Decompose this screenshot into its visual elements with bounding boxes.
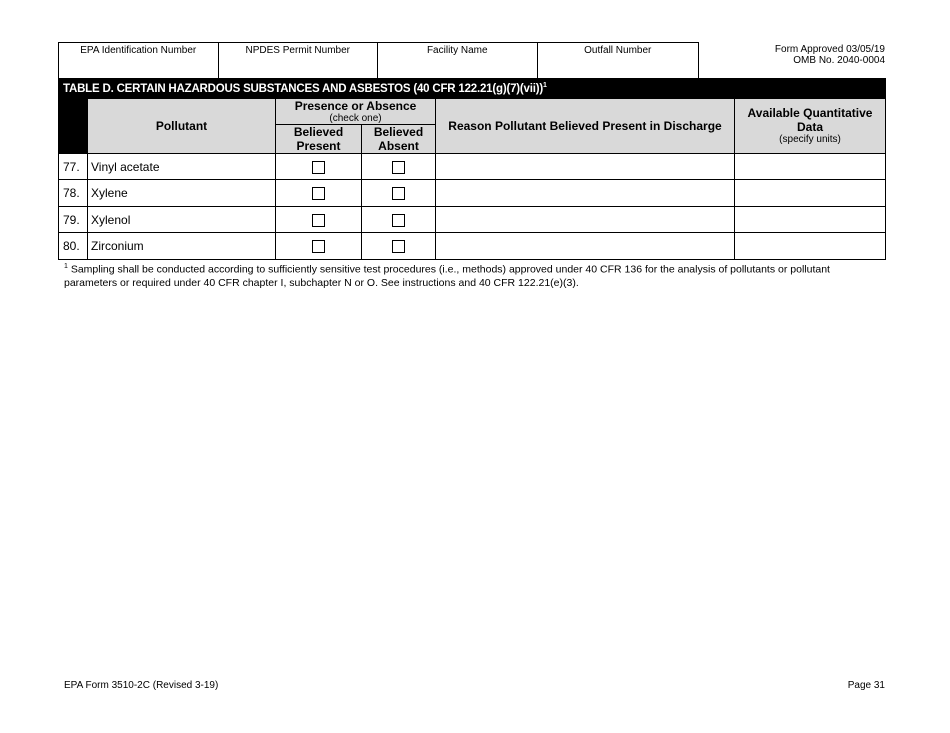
pollutant-column-header: Pollutant xyxy=(88,98,276,153)
reason-column-header: Reason Pollutant Believed Present in Discharge xyxy=(436,98,735,153)
row-number: 80. xyxy=(59,233,88,260)
npdes-permit-label: NPDES Permit Number xyxy=(245,45,350,56)
facility-name-field[interactable] xyxy=(378,43,538,78)
column-header-row xyxy=(59,98,886,124)
form-approved-date: Form Approved 03/05/19 xyxy=(774,44,885,55)
believed-present-checkbox[interactable] xyxy=(312,240,325,253)
table-row xyxy=(59,206,886,233)
form-name: EPA Form 3510-2C (Revised 3-19) xyxy=(64,680,219,691)
footnote-mark: 1 xyxy=(64,263,68,270)
believed-present-cell xyxy=(276,206,362,233)
epa-id-label: EPA Identification Number xyxy=(80,45,197,56)
quantitative-data-input[interactable] xyxy=(735,180,886,207)
facility-name-label: Facility Name xyxy=(426,45,488,56)
reason-input[interactable] xyxy=(436,153,735,180)
npdes-permit-field[interactable] xyxy=(219,43,379,78)
page-number: Page 31 xyxy=(847,680,885,691)
form-approval-info xyxy=(775,44,885,66)
presence-subheader: (check one) xyxy=(329,112,382,124)
table-row xyxy=(59,180,886,207)
believed-absent-checkbox[interactable] xyxy=(392,187,405,200)
row-number: 79. xyxy=(59,206,88,233)
quantitative-data-column-header: Available Quantitative Data (specify units) xyxy=(735,98,886,153)
believed-present-checkbox[interactable] xyxy=(312,214,325,227)
table-title: TABLE D. CERTAIN HAZARDOUS SUBSTANCES AND ASBESTOS (40 CFR 122.21(g)(7)(vii))$^1$ xyxy=(59,79,886,99)
table-row xyxy=(59,233,886,260)
reason-input[interactable] xyxy=(436,233,735,260)
pollutant-name: Xylenol xyxy=(88,206,276,233)
believed-absent-cell xyxy=(362,180,436,207)
quantitative-data-input[interactable] xyxy=(735,153,886,180)
table-row xyxy=(59,153,886,180)
quantitative-data-input[interactable] xyxy=(735,233,886,260)
hazardous-substances-table xyxy=(58,78,886,260)
pollutant-name: Vinyl acetate xyxy=(88,153,276,180)
believed-present-checkbox[interactable] xyxy=(312,161,325,174)
believed-absent-cell xyxy=(362,153,436,180)
omb-number: OMB No. 2040-0004 xyxy=(793,55,885,66)
table-title-row xyxy=(59,79,886,99)
believed-absent-checkbox[interactable] xyxy=(392,240,405,253)
row-number: 77. xyxy=(59,153,88,180)
identification-header xyxy=(58,42,699,78)
outfall-number-field[interactable] xyxy=(538,43,699,78)
believed-absent-cell xyxy=(362,233,436,260)
epa-id-field[interactable] xyxy=(59,43,219,78)
believed-absent-checkbox[interactable] xyxy=(392,161,405,174)
pollutant-name: Zirconium xyxy=(88,233,276,260)
believed-present-cell xyxy=(276,153,362,180)
believed-absent-cell xyxy=(362,206,436,233)
believed-absent-checkbox[interactable] xyxy=(392,214,405,227)
reason-input[interactable] xyxy=(436,206,735,233)
outfall-number-label: Outfall Number xyxy=(584,45,652,56)
believed-present-cell xyxy=(276,233,362,260)
number-column-header xyxy=(59,98,88,153)
believed-absent-header: Believed Absent xyxy=(362,124,436,153)
quantitative-data-input[interactable] xyxy=(735,206,886,233)
footnote xyxy=(64,260,864,291)
quantitative-data-subheader: (specify units) xyxy=(779,134,841,146)
presence-column-header: Presence or Absence (check one) xyxy=(276,98,436,124)
believed-present-header: Believed Present xyxy=(276,124,362,153)
believed-present-cell xyxy=(276,180,362,207)
footnote-text: Sampling shall be conducted according to sufficiently sensitive test procedures (i.e., methods) approved under 40 CFR 136 for the analysis of pollutants or pollutant parameters or required under 40 CFR chapter I, subchapter N or O. See instructions and 40 CFR 122.21(e)(3). xyxy=(64,263,830,289)
reason-input[interactable] xyxy=(436,180,735,207)
title-footnote-mark: 1 xyxy=(543,82,547,89)
believed-present-checkbox[interactable] xyxy=(312,187,325,200)
row-number: 78. xyxy=(59,180,88,207)
pollutant-name: Xylene xyxy=(88,180,276,207)
